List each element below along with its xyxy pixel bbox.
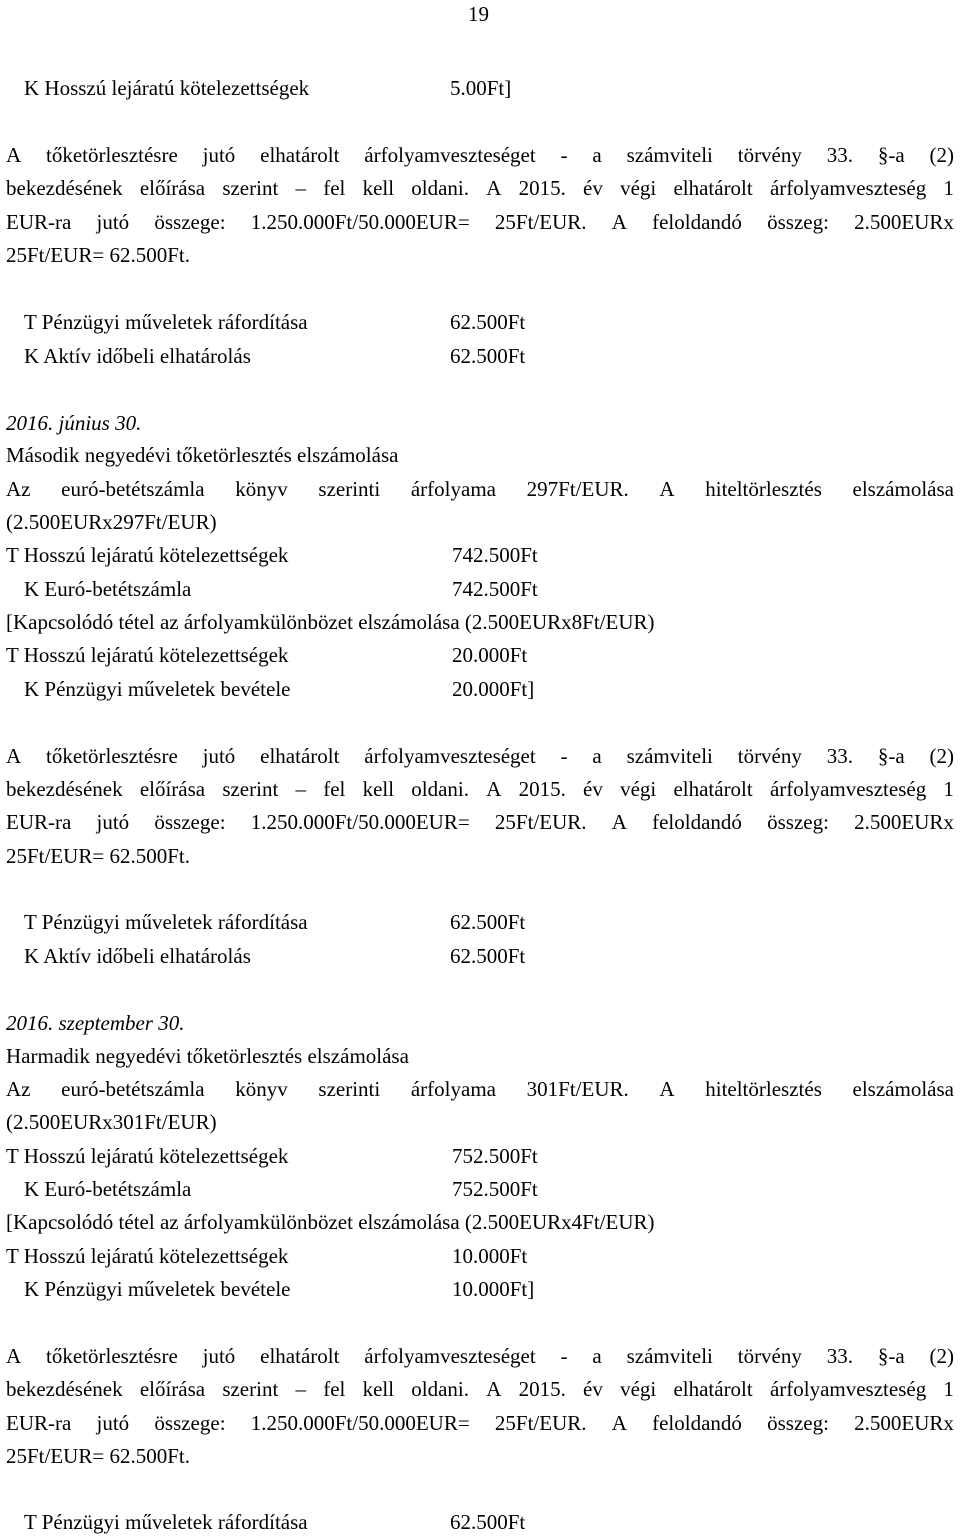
word: törvény [737, 1344, 802, 1368]
description-line [6, 1077, 954, 1101]
word: 1 [943, 1377, 954, 1401]
word: §-a [877, 744, 905, 768]
paragraph-line: 25Ft/EUR= 62.500Ft. [6, 844, 190, 868]
word: szerint [222, 176, 279, 200]
description-line: (2.500EURx301Ft/EUR) [6, 1110, 217, 1134]
word: számviteli [626, 744, 713, 768]
paragraph-line [6, 744, 954, 768]
word: összeg: [767, 1411, 829, 1435]
word: 2015. [518, 176, 566, 200]
word: feloldandó [652, 210, 742, 234]
paragraph-line [6, 810, 954, 834]
related-entry-note: [Kapcsolódó tétel az árfolyamkülönbözet elszámolása (2.500EURx8Ft/EUR) [6, 610, 655, 634]
word: 33. [826, 744, 853, 768]
word: EUR-ra [6, 1411, 72, 1435]
word: jutó [96, 210, 130, 234]
word: 25Ft/EUR. [494, 1411, 587, 1435]
word: – [295, 176, 306, 200]
word: feloldandó [652, 1411, 742, 1435]
word: A [6, 1344, 22, 1368]
word: könyv [235, 1077, 288, 1101]
word: 2.500EURx [854, 810, 954, 834]
word: számviteli [626, 1344, 713, 1368]
debit-label: T Hosszú lejáratú kötelezettségek [6, 1144, 289, 1168]
debit-amount: 20.000Ft [452, 643, 528, 667]
word: árfolyamveszteség [769, 176, 927, 200]
word: fel [323, 777, 346, 801]
word: a [592, 143, 602, 167]
word: A [6, 143, 22, 167]
word: bekezdésének [6, 176, 123, 200]
word: A [6, 744, 22, 768]
credit-amount: 742.500Ft [452, 577, 538, 601]
word: 301Ft/EUR. [526, 1077, 629, 1101]
word: számviteli [626, 143, 713, 167]
word: elhatárolt [260, 744, 340, 768]
word: elhatárolt [673, 777, 753, 801]
word: végi [620, 777, 657, 801]
word: összeg: [767, 210, 829, 234]
word: – [295, 1377, 306, 1401]
debit-amount: 742.500Ft [452, 543, 538, 567]
word: összege: [154, 810, 226, 834]
credit-amount: 62.500Ft [450, 344, 526, 368]
word: végi [620, 176, 657, 200]
word: EUR-ra [6, 810, 72, 834]
word: elszámolása [852, 1077, 954, 1101]
paragraph-line [6, 143, 954, 167]
word: Az [6, 477, 31, 501]
word: tőketörlesztésre [46, 143, 178, 167]
paragraph-line: 25Ft/EUR= 62.500Ft. [6, 243, 190, 267]
word: szerint [222, 1377, 279, 1401]
word: a [592, 744, 602, 768]
word: szerint [222, 777, 279, 801]
paragraph-line [6, 1377, 954, 1401]
word: feloldandó [652, 810, 742, 834]
paragraph-line: 25Ft/EUR= 62.500Ft. [6, 1444, 190, 1468]
word: jutó [202, 143, 236, 167]
word: végi [620, 1377, 657, 1401]
debit-label: T Pénzügyi műveletek ráfordítása [24, 910, 308, 934]
debit-amount: 62.500Ft [450, 1510, 526, 1534]
word: A [659, 477, 675, 501]
word: (2) [929, 1344, 954, 1368]
word: – [295, 777, 306, 801]
credit-amount: 62.500Ft [450, 944, 526, 968]
word: 1 [943, 176, 954, 200]
word: §-a [877, 143, 905, 167]
word: árfolyamveszteséget [364, 143, 536, 167]
word: (2) [929, 143, 954, 167]
section-heading: Második negyedévi tőketörlesztés elszámolása [6, 443, 399, 467]
paragraph-line [6, 1411, 954, 1435]
credit-label: K Pénzügyi műveletek bevétele [24, 677, 291, 701]
word: árfolyamveszteség [769, 1377, 927, 1401]
word: árfolyamveszteséget [364, 1344, 536, 1368]
word: 1.250.000Ft/50.000EUR= [250, 810, 470, 834]
word: A [486, 777, 502, 801]
word: jutó [202, 744, 236, 768]
credit-label: K Aktív időbeli elhatárolás [24, 944, 251, 968]
credit-line-label: K Hosszú lejáratú kötelezettségek [24, 76, 310, 100]
word: év [583, 1377, 603, 1401]
description-line [6, 477, 954, 501]
debit-amount: 62.500Ft [450, 910, 526, 934]
word: törvény [737, 143, 802, 167]
word: összege: [154, 210, 226, 234]
word: előírása [139, 176, 206, 200]
word: jutó [202, 1344, 236, 1368]
word: A [486, 176, 502, 200]
paragraph-line [6, 210, 954, 234]
word: összeg: [767, 810, 829, 834]
credit-line-amount: 5.00Ft] [450, 76, 512, 100]
word: jutó [96, 1411, 130, 1435]
word: elhatárolt [673, 176, 753, 200]
word: 1 [943, 777, 954, 801]
credit-amount: 752.500Ft [452, 1177, 538, 1201]
credit-amount: 10.000Ft] [452, 1277, 535, 1301]
word: árfolyama [410, 477, 496, 501]
word: - [560, 143, 568, 167]
section-date: 2016. június 30. [6, 411, 142, 435]
word: 33. [826, 143, 853, 167]
word: hiteltörlesztés [705, 1077, 822, 1101]
word: árfolyamveszteséget [364, 744, 536, 768]
word: 1.250.000Ft/50.000EUR= [250, 210, 470, 234]
debit-amount: 10.000Ft [452, 1244, 528, 1268]
section-heading: Harmadik negyedévi tőketörlesztés elszámolása [6, 1044, 409, 1068]
word: oldani. [411, 176, 470, 200]
word: 2.500EURx [854, 1411, 954, 1435]
word: összege: [154, 1411, 226, 1435]
word: elhatárolt [673, 1377, 753, 1401]
word: A [611, 210, 627, 234]
word: elszámolása [852, 477, 954, 501]
word: 2.500EURx [854, 210, 954, 234]
word: kell [362, 1377, 395, 1401]
word: jutó [96, 810, 130, 834]
word: (2) [929, 744, 954, 768]
related-entry-note: [Kapcsolódó tétel az árfolyamkülönbözet elszámolása (2.500EURx4Ft/EUR) [6, 1210, 655, 1234]
word: tőketörlesztésre [46, 744, 178, 768]
word: törvény [737, 744, 802, 768]
word: EUR-ra [6, 210, 72, 234]
word: - [560, 744, 568, 768]
description-line: (2.500EURx297Ft/EUR) [6, 510, 217, 534]
word: euró-betétszámla [61, 477, 205, 501]
word: Az [6, 1077, 31, 1101]
word: elhatárolt [260, 143, 340, 167]
word: előírása [139, 777, 206, 801]
word: könyv [235, 477, 288, 501]
word: 1.250.000Ft/50.000EUR= [250, 1411, 470, 1435]
debit-label: T Pénzügyi műveletek ráfordítása [24, 310, 308, 334]
debit-label: T Hosszú lejáratú kötelezettségek [6, 1244, 289, 1268]
debit-amount: 752.500Ft [452, 1144, 538, 1168]
word: előírása [139, 1377, 206, 1401]
word: hiteltörlesztés [705, 477, 822, 501]
word: fel [323, 1377, 346, 1401]
word: A [611, 1411, 627, 1435]
word: árfolyamveszteség [769, 777, 927, 801]
word: szerinti [318, 1077, 381, 1101]
paragraph-line [6, 777, 954, 801]
page-number: 19 [468, 2, 489, 26]
section-date: 2016. szeptember 30. [6, 1011, 185, 1035]
debit-label: T Pénzügyi műveletek ráfordítása [24, 1510, 308, 1534]
word: kell [362, 176, 395, 200]
word: euró-betétszámla [61, 1077, 205, 1101]
word: oldani. [411, 1377, 470, 1401]
word: A [486, 1377, 502, 1401]
credit-label: K Pénzügyi műveletek bevétele [24, 1277, 291, 1301]
word: 25Ft/EUR. [494, 210, 587, 234]
word: - [560, 1344, 568, 1368]
credit-amount: 20.000Ft] [452, 677, 535, 701]
word: kell [362, 777, 395, 801]
word: árfolyama [410, 1077, 496, 1101]
word: bekezdésének [6, 777, 123, 801]
word: 2015. [518, 777, 566, 801]
word: oldani. [411, 777, 470, 801]
credit-label: K Euró-betétszámla [24, 577, 192, 601]
word: A [659, 1077, 675, 1101]
word: szerinti [318, 477, 381, 501]
word: elhatárolt [260, 1344, 340, 1368]
credit-label: K Aktív időbeli elhatárolás [24, 344, 251, 368]
word: §-a [877, 1344, 905, 1368]
word: tőketörlesztésre [46, 1344, 178, 1368]
word: 2015. [518, 1377, 566, 1401]
word: A [611, 810, 627, 834]
word: bekezdésének [6, 1377, 123, 1401]
word: év [583, 777, 603, 801]
paragraph-line [6, 1344, 954, 1368]
word: fel [323, 176, 346, 200]
debit-label: T Hosszú lejáratú kötelezettségek [6, 543, 289, 567]
word: a [592, 1344, 602, 1368]
word: 297Ft/EUR. [526, 477, 629, 501]
debit-label: T Hosszú lejáratú kötelezettségek [6, 643, 289, 667]
word: 33. [826, 1344, 853, 1368]
word: 25Ft/EUR. [494, 810, 587, 834]
credit-label: K Euró-betétszámla [24, 1177, 192, 1201]
paragraph-line [6, 176, 954, 200]
debit-amount: 62.500Ft [450, 310, 526, 334]
word: év [583, 176, 603, 200]
